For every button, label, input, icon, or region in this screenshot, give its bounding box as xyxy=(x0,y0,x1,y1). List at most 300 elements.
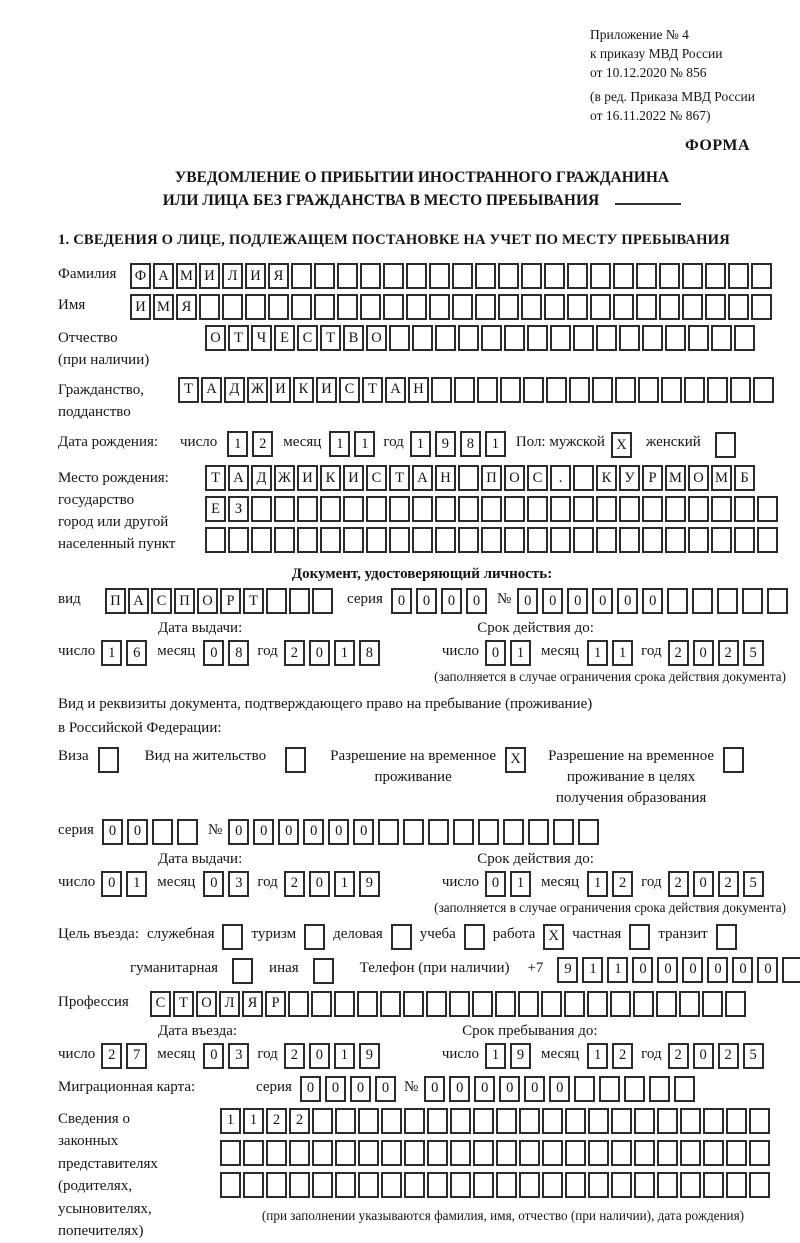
char-cell[interactable]: 1 xyxy=(334,871,355,897)
char-cell[interactable] xyxy=(431,377,452,403)
char-cell[interactable] xyxy=(527,496,548,522)
char-cell[interactable] xyxy=(542,1172,563,1198)
char-cell[interactable] xyxy=(703,1172,724,1198)
char-cell[interactable]: Т xyxy=(173,991,194,1017)
char-cell[interactable]: 2 xyxy=(284,871,305,897)
char-cell[interactable]: 2 xyxy=(284,1043,305,1069)
char-cell[interactable]: 0 xyxy=(278,819,299,845)
char-cell[interactable] xyxy=(314,294,335,320)
char-cell[interactable] xyxy=(289,1140,310,1166)
char-cell[interactable]: О xyxy=(688,465,709,491)
char-cell[interactable] xyxy=(404,1108,425,1134)
char-cell[interactable] xyxy=(705,294,726,320)
char-cell[interactable] xyxy=(541,991,562,1017)
char-cell[interactable] xyxy=(527,527,548,553)
char-cell[interactable] xyxy=(680,1172,701,1198)
char-cell[interactable] xyxy=(661,377,682,403)
char-cell[interactable]: 2 xyxy=(668,1043,689,1069)
char-cell[interactable] xyxy=(611,1140,632,1166)
char-cell[interactable]: А xyxy=(128,588,149,614)
char-cell[interactable]: 7 xyxy=(126,1043,147,1069)
char-cell[interactable]: 0 xyxy=(693,640,714,666)
char-cell[interactable]: 0 xyxy=(416,588,437,614)
char-cell[interactable]: 1 xyxy=(334,640,355,666)
char-cell[interactable] xyxy=(596,325,617,351)
char-cell[interactable]: 9 xyxy=(359,1043,380,1069)
char-cell[interactable] xyxy=(268,294,289,320)
char-cell[interactable] xyxy=(656,991,677,1017)
purpose-transit-checkbox[interactable] xyxy=(716,924,737,950)
char-cell[interactable] xyxy=(588,1108,609,1134)
char-cell[interactable]: 9 xyxy=(557,957,578,983)
char-cell[interactable] xyxy=(523,377,544,403)
char-cell[interactable] xyxy=(475,263,496,289)
char-cell[interactable] xyxy=(251,496,272,522)
char-cell[interactable]: С xyxy=(366,465,387,491)
char-cell[interactable] xyxy=(312,1108,333,1134)
char-cell[interactable] xyxy=(702,991,723,1017)
char-cell[interactable] xyxy=(337,294,358,320)
char-cell[interactable] xyxy=(544,294,565,320)
char-cell[interactable] xyxy=(634,1108,655,1134)
char-cell[interactable]: 1 xyxy=(354,431,375,457)
temporary-residence-education-checkbox[interactable] xyxy=(723,747,744,773)
char-cell[interactable] xyxy=(312,1140,333,1166)
char-cell[interactable]: Б xyxy=(734,465,755,491)
char-cell[interactable]: 0 xyxy=(485,640,506,666)
char-cell[interactable] xyxy=(657,1172,678,1198)
char-cell[interactable]: 1 xyxy=(582,957,603,983)
char-cell[interactable] xyxy=(245,294,266,320)
char-cell[interactable] xyxy=(638,377,659,403)
char-cell[interactable]: Н xyxy=(435,465,456,491)
char-cell[interactable] xyxy=(496,1108,517,1134)
char-cell[interactable]: 2 xyxy=(289,1108,310,1134)
char-cell[interactable]: 0 xyxy=(127,819,148,845)
char-cell[interactable]: 9 xyxy=(510,1043,531,1069)
char-cell[interactable] xyxy=(726,1172,747,1198)
char-cell[interactable] xyxy=(458,465,479,491)
char-cell[interactable] xyxy=(406,294,427,320)
char-cell[interactable]: 2 xyxy=(612,1043,633,1069)
char-cell[interactable]: И xyxy=(343,465,364,491)
char-cell[interactable]: О xyxy=(366,325,387,351)
char-cell[interactable] xyxy=(725,991,746,1017)
char-cell[interactable]: С xyxy=(150,991,171,1017)
char-cell[interactable]: 0 xyxy=(253,819,274,845)
char-cell[interactable] xyxy=(573,465,594,491)
char-cell[interactable]: 1 xyxy=(485,431,506,457)
char-cell[interactable] xyxy=(680,1108,701,1134)
char-cell[interactable] xyxy=(473,1172,494,1198)
char-cell[interactable] xyxy=(659,263,680,289)
char-cell[interactable] xyxy=(573,496,594,522)
char-cell[interactable] xyxy=(381,1140,402,1166)
char-cell[interactable]: 1 xyxy=(410,431,431,457)
char-cell[interactable]: 2 xyxy=(101,1043,122,1069)
char-cell[interactable]: З xyxy=(228,496,249,522)
char-cell[interactable] xyxy=(412,496,433,522)
char-cell[interactable]: Т xyxy=(178,377,199,403)
char-cell[interactable]: 1 xyxy=(607,957,628,983)
char-cell[interactable] xyxy=(619,527,640,553)
char-cell[interactable]: 0 xyxy=(228,819,249,845)
char-cell[interactable]: 8 xyxy=(460,431,481,457)
char-cell[interactable]: 0 xyxy=(485,871,506,897)
char-cell[interactable] xyxy=(684,377,705,403)
char-cell[interactable] xyxy=(728,263,749,289)
visa-checkbox[interactable] xyxy=(98,747,119,773)
char-cell[interactable] xyxy=(588,1172,609,1198)
char-cell[interactable] xyxy=(519,1140,540,1166)
char-cell[interactable] xyxy=(177,819,198,845)
char-cell[interactable] xyxy=(481,527,502,553)
char-cell[interactable] xyxy=(343,496,364,522)
char-cell[interactable] xyxy=(665,325,686,351)
char-cell[interactable]: 1 xyxy=(227,431,248,457)
char-cell[interactable]: Я xyxy=(176,294,197,320)
char-cell[interactable] xyxy=(404,1140,425,1166)
char-cell[interactable] xyxy=(383,263,404,289)
purpose-study-checkbox[interactable] xyxy=(464,924,485,950)
char-cell[interactable] xyxy=(751,263,772,289)
char-cell[interactable] xyxy=(473,1140,494,1166)
char-cell[interactable] xyxy=(749,1172,770,1198)
char-cell[interactable] xyxy=(610,991,631,1017)
char-cell[interactable]: Е xyxy=(205,496,226,522)
char-cell[interactable] xyxy=(472,991,493,1017)
char-cell[interactable] xyxy=(613,263,634,289)
char-cell[interactable] xyxy=(289,588,310,614)
char-cell[interactable]: О xyxy=(504,465,525,491)
char-cell[interactable] xyxy=(320,527,341,553)
char-cell[interactable] xyxy=(596,496,617,522)
char-cell[interactable]: 0 xyxy=(542,588,563,614)
char-cell[interactable]: Р xyxy=(220,588,241,614)
char-cell[interactable] xyxy=(458,496,479,522)
char-cell[interactable] xyxy=(565,1172,586,1198)
char-cell[interactable] xyxy=(380,991,401,1017)
char-cell[interactable]: К xyxy=(320,465,341,491)
char-cell[interactable]: 5 xyxy=(743,1043,764,1069)
char-cell[interactable]: Т xyxy=(362,377,383,403)
char-cell[interactable] xyxy=(569,377,590,403)
char-cell[interactable]: Я xyxy=(268,263,289,289)
char-cell[interactable]: 2 xyxy=(668,871,689,897)
char-cell[interactable] xyxy=(615,377,636,403)
char-cell[interactable]: 5 xyxy=(743,871,764,897)
char-cell[interactable] xyxy=(546,377,567,403)
char-cell[interactable]: Т xyxy=(320,325,341,351)
char-cell[interactable] xyxy=(519,1172,540,1198)
char-cell[interactable]: 0 xyxy=(309,871,330,897)
char-cell[interactable]: 2 xyxy=(612,871,633,897)
char-cell[interactable] xyxy=(749,1140,770,1166)
char-cell[interactable] xyxy=(453,819,474,845)
char-cell[interactable] xyxy=(717,588,738,614)
char-cell[interactable] xyxy=(381,1172,402,1198)
char-cell[interactable]: 0 xyxy=(499,1076,520,1102)
char-cell[interactable] xyxy=(711,496,732,522)
char-cell[interactable] xyxy=(665,496,686,522)
char-cell[interactable]: 0 xyxy=(707,957,728,983)
char-cell[interactable]: Р xyxy=(642,465,663,491)
char-cell[interactable]: 8 xyxy=(228,640,249,666)
char-cell[interactable] xyxy=(481,496,502,522)
char-cell[interactable] xyxy=(680,1140,701,1166)
char-cell[interactable]: 0 xyxy=(549,1076,570,1102)
char-cell[interactable]: П xyxy=(481,465,502,491)
char-cell[interactable] xyxy=(703,1140,724,1166)
char-cell[interactable]: 0 xyxy=(424,1076,445,1102)
char-cell[interactable]: 0 xyxy=(757,957,778,983)
char-cell[interactable] xyxy=(452,263,473,289)
char-cell[interactable] xyxy=(528,819,549,845)
char-cell[interactable]: А xyxy=(412,465,433,491)
char-cell[interactable] xyxy=(567,294,588,320)
char-cell[interactable] xyxy=(366,527,387,553)
char-cell[interactable] xyxy=(657,1140,678,1166)
char-cell[interactable]: 3 xyxy=(228,871,249,897)
char-cell[interactable] xyxy=(450,1172,471,1198)
char-cell[interactable]: 0 xyxy=(693,871,714,897)
char-cell[interactable] xyxy=(228,527,249,553)
char-cell[interactable]: Т xyxy=(389,465,410,491)
char-cell[interactable] xyxy=(412,325,433,351)
char-cell[interactable]: . xyxy=(550,465,571,491)
char-cell[interactable] xyxy=(243,1140,264,1166)
char-cell[interactable]: 9 xyxy=(359,871,380,897)
char-cell[interactable]: 0 xyxy=(682,957,703,983)
char-cell[interactable] xyxy=(521,263,542,289)
char-cell[interactable] xyxy=(730,377,751,403)
char-cell[interactable]: 2 xyxy=(252,431,273,457)
char-cell[interactable] xyxy=(378,819,399,845)
char-cell[interactable] xyxy=(634,1140,655,1166)
char-cell[interactable] xyxy=(337,263,358,289)
purpose-private-checkbox[interactable] xyxy=(629,924,650,950)
char-cell[interactable]: С xyxy=(151,588,172,614)
char-cell[interactable]: Д xyxy=(224,377,245,403)
char-cell[interactable]: 0 xyxy=(524,1076,545,1102)
char-cell[interactable] xyxy=(495,991,516,1017)
char-cell[interactable] xyxy=(220,1172,241,1198)
char-cell[interactable]: 0 xyxy=(441,588,462,614)
char-cell[interactable]: К xyxy=(293,377,314,403)
char-cell[interactable] xyxy=(667,588,688,614)
char-cell[interactable]: Я xyxy=(242,991,263,1017)
char-cell[interactable]: 2 xyxy=(718,640,739,666)
char-cell[interactable] xyxy=(767,588,788,614)
char-cell[interactable]: Ж xyxy=(247,377,268,403)
char-cell[interactable] xyxy=(728,294,749,320)
char-cell[interactable]: 0 xyxy=(474,1076,495,1102)
purpose-humanitarian-checkbox[interactable] xyxy=(232,958,253,984)
char-cell[interactable]: О xyxy=(196,991,217,1017)
char-cell[interactable] xyxy=(611,1108,632,1134)
char-cell[interactable]: И xyxy=(270,377,291,403)
char-cell[interactable] xyxy=(435,325,456,351)
char-cell[interactable]: С xyxy=(297,325,318,351)
char-cell[interactable]: Л xyxy=(219,991,240,1017)
char-cell[interactable] xyxy=(619,325,640,351)
char-cell[interactable] xyxy=(450,1140,471,1166)
char-cell[interactable] xyxy=(357,991,378,1017)
char-cell[interactable]: 0 xyxy=(642,588,663,614)
char-cell[interactable] xyxy=(757,496,778,522)
char-cell[interactable]: 0 xyxy=(101,871,122,897)
char-cell[interactable] xyxy=(335,1140,356,1166)
char-cell[interactable] xyxy=(297,527,318,553)
char-cell[interactable]: 2 xyxy=(718,871,739,897)
char-cell[interactable] xyxy=(688,496,709,522)
char-cell[interactable] xyxy=(633,991,654,1017)
char-cell[interactable] xyxy=(311,991,332,1017)
char-cell[interactable] xyxy=(412,527,433,553)
char-cell[interactable] xyxy=(427,1108,448,1134)
char-cell[interactable] xyxy=(504,325,525,351)
char-cell[interactable]: И xyxy=(297,465,318,491)
purpose-other-checkbox[interactable] xyxy=(313,958,334,984)
char-cell[interactable]: М xyxy=(153,294,174,320)
char-cell[interactable]: Т xyxy=(228,325,249,351)
char-cell[interactable] xyxy=(688,527,709,553)
char-cell[interactable] xyxy=(358,1172,379,1198)
char-cell[interactable] xyxy=(642,496,663,522)
char-cell[interactable] xyxy=(496,1140,517,1166)
char-cell[interactable]: М xyxy=(665,465,686,491)
char-cell[interactable]: 0 xyxy=(632,957,653,983)
char-cell[interactable]: Л xyxy=(222,263,243,289)
char-cell[interactable]: 0 xyxy=(328,819,349,845)
char-cell[interactable] xyxy=(429,263,450,289)
char-cell[interactable] xyxy=(519,1108,540,1134)
char-cell[interactable]: А xyxy=(201,377,222,403)
char-cell[interactable] xyxy=(734,496,755,522)
char-cell[interactable]: 0 xyxy=(203,1043,224,1069)
char-cell[interactable]: Н xyxy=(408,377,429,403)
char-cell[interactable]: М xyxy=(711,465,732,491)
char-cell[interactable]: 0 xyxy=(203,871,224,897)
char-cell[interactable]: Р xyxy=(265,991,286,1017)
char-cell[interactable] xyxy=(366,496,387,522)
char-cell[interactable]: К xyxy=(596,465,617,491)
char-cell[interactable]: Т xyxy=(205,465,226,491)
char-cell[interactable] xyxy=(734,527,755,553)
char-cell[interactable]: Ф xyxy=(130,263,151,289)
char-cell[interactable] xyxy=(458,527,479,553)
char-cell[interactable] xyxy=(152,819,173,845)
char-cell[interactable] xyxy=(624,1076,645,1102)
char-cell[interactable]: 0 xyxy=(617,588,638,614)
char-cell[interactable]: И xyxy=(130,294,151,320)
char-cell[interactable]: О xyxy=(197,588,218,614)
char-cell[interactable] xyxy=(692,588,713,614)
char-cell[interactable]: 1 xyxy=(510,640,531,666)
char-cell[interactable] xyxy=(435,527,456,553)
char-cell[interactable] xyxy=(636,263,657,289)
temporary-residence-checkbox[interactable]: X xyxy=(505,747,526,773)
char-cell[interactable] xyxy=(573,527,594,553)
char-cell[interactable] xyxy=(542,1140,563,1166)
char-cell[interactable] xyxy=(588,1140,609,1166)
char-cell[interactable]: 0 xyxy=(309,640,330,666)
char-cell[interactable] xyxy=(657,1108,678,1134)
char-cell[interactable] xyxy=(550,325,571,351)
char-cell[interactable] xyxy=(266,1172,287,1198)
char-cell[interactable] xyxy=(703,1108,724,1134)
char-cell[interactable] xyxy=(435,496,456,522)
char-cell[interactable]: 6 xyxy=(126,640,147,666)
purpose-official-checkbox[interactable] xyxy=(222,924,243,950)
char-cell[interactable] xyxy=(314,263,335,289)
char-cell[interactable] xyxy=(705,263,726,289)
char-cell[interactable] xyxy=(590,263,611,289)
char-cell[interactable] xyxy=(757,527,778,553)
char-cell[interactable]: 1 xyxy=(101,640,122,666)
char-cell[interactable] xyxy=(358,1140,379,1166)
char-cell[interactable] xyxy=(450,1108,471,1134)
char-cell[interactable] xyxy=(590,294,611,320)
char-cell[interactable] xyxy=(428,819,449,845)
char-cell[interactable]: 1 xyxy=(334,1043,355,1069)
char-cell[interactable] xyxy=(406,263,427,289)
char-cell[interactable]: 0 xyxy=(203,640,224,666)
char-cell[interactable]: 0 xyxy=(693,1043,714,1069)
char-cell[interactable] xyxy=(726,1140,747,1166)
char-cell[interactable]: С xyxy=(339,377,360,403)
char-cell[interactable] xyxy=(498,294,519,320)
char-cell[interactable]: 0 xyxy=(567,588,588,614)
char-cell[interactable]: 0 xyxy=(449,1076,470,1102)
char-cell[interactable]: 1 xyxy=(220,1108,241,1134)
char-cell[interactable] xyxy=(403,991,424,1017)
char-cell[interactable]: А xyxy=(385,377,406,403)
char-cell[interactable] xyxy=(573,325,594,351)
purpose-work-checkbox[interactable]: X xyxy=(543,924,564,950)
char-cell[interactable]: 1 xyxy=(510,871,531,897)
char-cell[interactable]: А xyxy=(153,263,174,289)
char-cell[interactable]: 0 xyxy=(353,819,374,845)
char-cell[interactable] xyxy=(542,1108,563,1134)
char-cell[interactable] xyxy=(381,1108,402,1134)
char-cell[interactable] xyxy=(782,957,800,983)
char-cell[interactable] xyxy=(297,496,318,522)
char-cell[interactable] xyxy=(599,1076,620,1102)
char-cell[interactable] xyxy=(404,1172,425,1198)
char-cell[interactable] xyxy=(343,527,364,553)
char-cell[interactable] xyxy=(389,325,410,351)
char-cell[interactable] xyxy=(383,294,404,320)
char-cell[interactable] xyxy=(682,294,703,320)
char-cell[interactable]: 0 xyxy=(517,588,538,614)
char-cell[interactable]: 0 xyxy=(375,1076,396,1102)
char-cell[interactable]: 5 xyxy=(743,640,764,666)
char-cell[interactable]: 0 xyxy=(391,588,412,614)
char-cell[interactable]: С xyxy=(527,465,548,491)
char-cell[interactable] xyxy=(498,263,519,289)
char-cell[interactable] xyxy=(564,991,585,1017)
char-cell[interactable] xyxy=(427,1140,448,1166)
char-cell[interactable]: П xyxy=(174,588,195,614)
char-cell[interactable] xyxy=(243,1172,264,1198)
char-cell[interactable] xyxy=(500,377,521,403)
char-cell[interactable] xyxy=(503,819,524,845)
char-cell[interactable] xyxy=(220,1140,241,1166)
char-cell[interactable]: И xyxy=(316,377,337,403)
char-cell[interactable]: Д xyxy=(251,465,272,491)
char-cell[interactable] xyxy=(477,377,498,403)
